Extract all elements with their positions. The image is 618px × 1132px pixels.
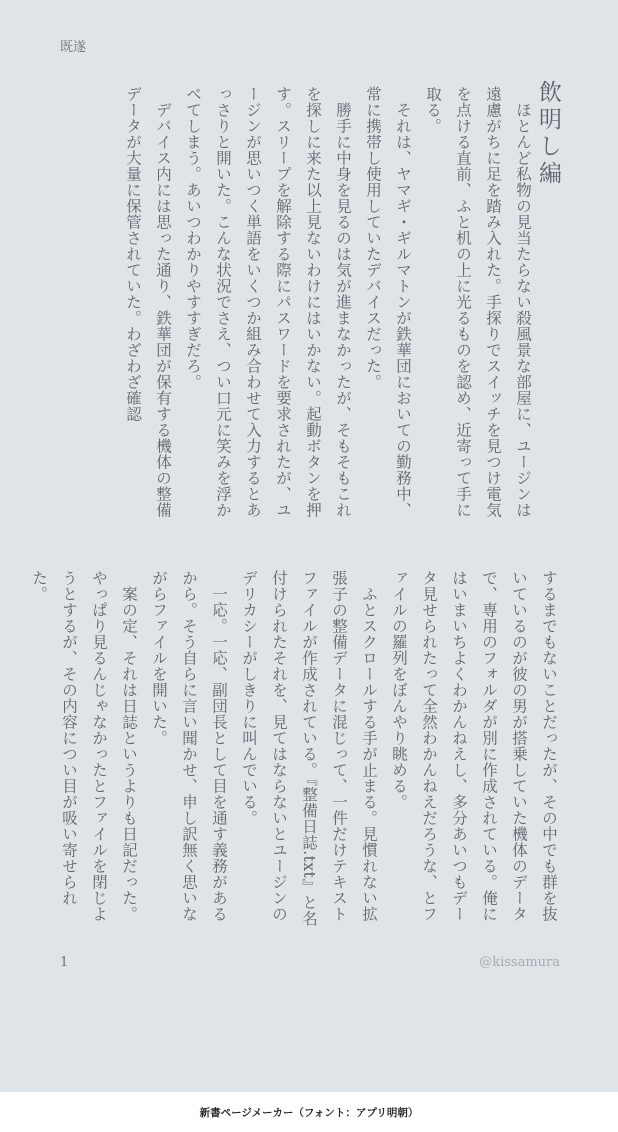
body-text-bottom bbox=[24, 570, 564, 930]
paragraph: ふとスクロールする手が止まる。見慣れない拡張子の整備データに混じって、一件だけテキストファイルが作成されている。『整備日誌.txt』と名付けられたそれを、見てはならないとユージンのデリカシーがしきりに叫んでいる。 bbox=[240, 570, 378, 927]
page-title: 飲明し編 bbox=[535, 80, 561, 188]
footer-caption: 新書ページメーカー（フォント：アプリ明朝） bbox=[199, 1106, 419, 1119]
page-number: 1 bbox=[60, 955, 69, 970]
paragraph: デバイス内には思った通り、鉄華団が保有する機体の整備データが大量に保管されていた。わざわざ確認 bbox=[124, 86, 172, 518]
paragraph: 案の定、それは日誌というよりも日記だった。やっぱり見るんじゃなかったとファイルを閉じようとするが、その内容につい目が吸い寄せられた。 bbox=[30, 570, 138, 922]
paragraph: それは、ヤマギ・ギルマトンが鉄華団においての勤務中、常に携帯し使用していたデバイスだった。 bbox=[364, 86, 412, 518]
author-handle: @kissamura bbox=[479, 955, 560, 970]
paragraph: ほとんど私物の見当たらない殺風景な部屋に、ユージンは遠慮がちに足を踏み入れた。手探りでスイッチを見つけ電気を点ける直前、ふと机の上に光るものを認め、近寄って手に取る。 bbox=[424, 86, 532, 518]
genre-label: 既遂 bbox=[60, 40, 87, 55]
body-text-top bbox=[118, 86, 538, 526]
paragraph: 勝手に中身を見るのは気が進まなかったが、そもそもこれを探しに来た以上見ないわけにはいかない。起動ボタンを押す。スリープを解除する際にパスワードを要求されたが、ユージンが思いつく単語をいくつか組み合わせて入力するとあっさりと開いた。こんな状況でさえ、つい口元に笑みを浮かべてしまう。あいつわかりやすすぎだろ。 bbox=[184, 86, 352, 518]
paragraph: するまでもないことだったが、その中でも群を抜いているのが彼の男が搭乗していた機体のデータで、専用のフォルダが別に作成されている。俺にはいまいちよくわかんねえし、多分あいつもデータ見せられたって全然わかんねえだろうな、とファイルの羅列をぼんやり眺める。 bbox=[390, 570, 558, 922]
paragraph: 一応。一応、副団長として目を通す義務があるから。そう自らに言い聞かせ、申し訳無く思いながらファイルを開いた。 bbox=[150, 570, 228, 922]
